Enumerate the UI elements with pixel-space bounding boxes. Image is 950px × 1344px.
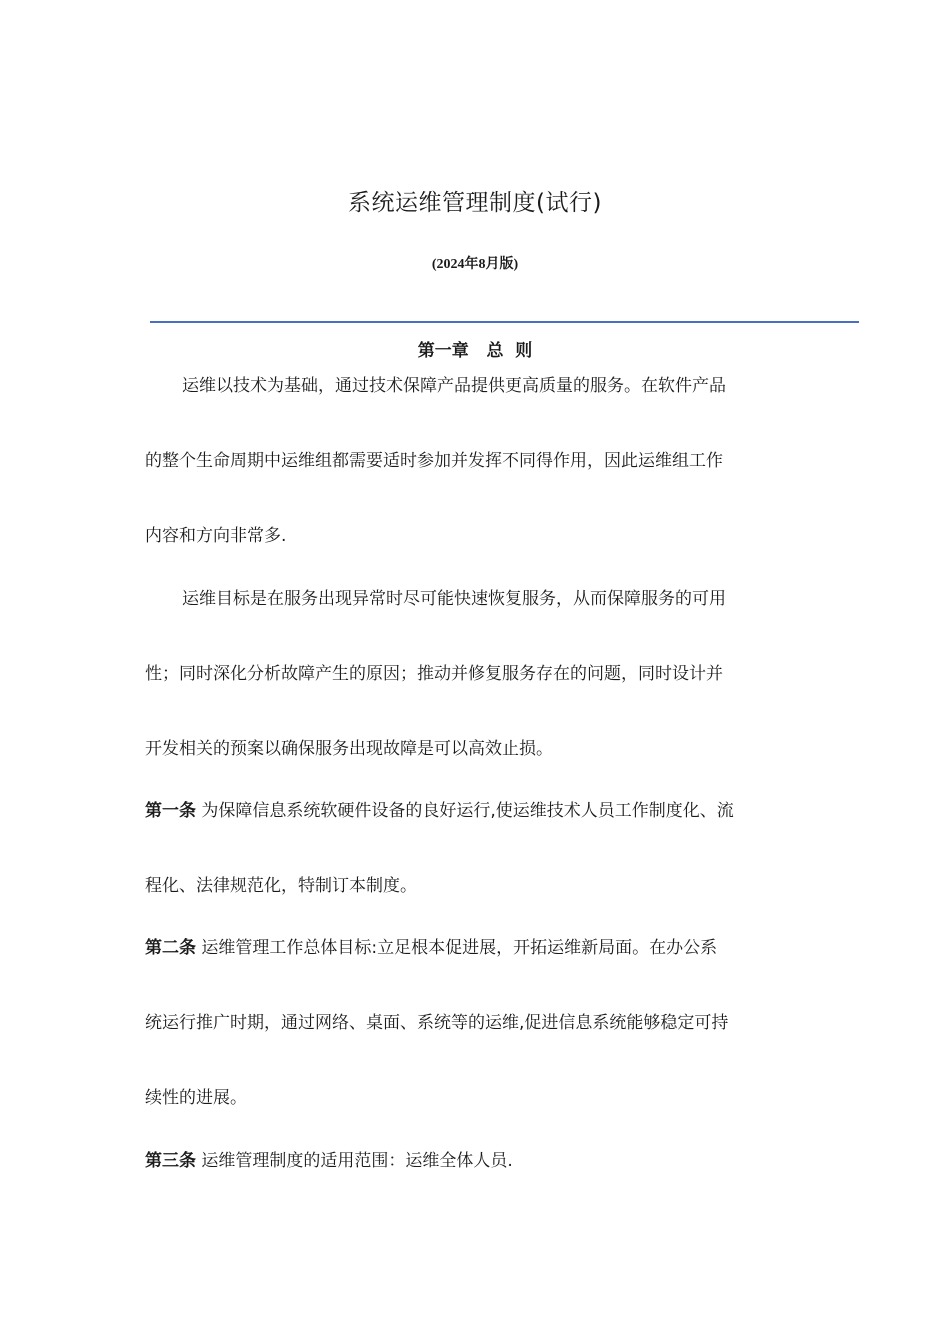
article-label: 第一条 — [145, 801, 196, 821]
paragraph-line: 内容和方向非常多. — [145, 526, 287, 546]
article-text: 运维管理工作总体目标:立足根本促进展，开拓运维新局面。在办公系 — [196, 938, 718, 958]
paragraph-line: 运维以技术为基础，通过技术保障产品提供更高质量的服务。在软件产品 — [182, 376, 726, 396]
article-text: 运维管理制度的适用范围：运维全体人员. — [196, 1151, 513, 1171]
article-2 — [145, 936, 728, 1161]
paragraph-line: 的整个生命周期中运维组都需要适时参加并发挥不同得作用，因此运维组工作 — [145, 451, 723, 471]
chapter-heading: 第一章 总 则 — [417, 341, 533, 361]
article-line: 统运行推广时期，通过网络、桌面、系统等的运维,促进信息系统能够稳定可持 — [145, 1013, 729, 1033]
paragraph-line: 运维目标是在服务出现异常时尽可能快速恢复服务，从而保障服务的可用 — [182, 589, 726, 609]
article-line — [145, 936, 728, 1011]
article-line — [145, 799, 734, 874]
paragraph-line: 开发相关的预案以确保服务出现故障是可以高效止损。 — [145, 739, 553, 759]
article-line — [145, 1149, 513, 1224]
article-text: 为保障信息系统软硬件设备的良好运行,使运维技术人员工作制度化、流 — [196, 801, 734, 821]
paragraph-line: 性；同时深化分析故障产生的原因；推动并修复服务存在的问题，同时设计并 — [145, 664, 723, 684]
document-version: (2024年8月版) — [431, 257, 519, 272]
article-label: 第三条 — [145, 1151, 196, 1171]
article-line: 续性的进展。 — [145, 1088, 247, 1108]
intro-paragraph-1 — [145, 374, 726, 599]
article-1 — [145, 799, 734, 949]
article-line: 程化、法律规范化，特制订本制度。 — [145, 876, 417, 896]
article-label: 第二条 — [145, 938, 196, 958]
title-divider — [150, 321, 859, 323]
document-title: 系统运维管理制度(试行) — [348, 190, 602, 216]
intro-paragraph-2 — [145, 587, 726, 812]
article-3 — [145, 1149, 513, 1224]
